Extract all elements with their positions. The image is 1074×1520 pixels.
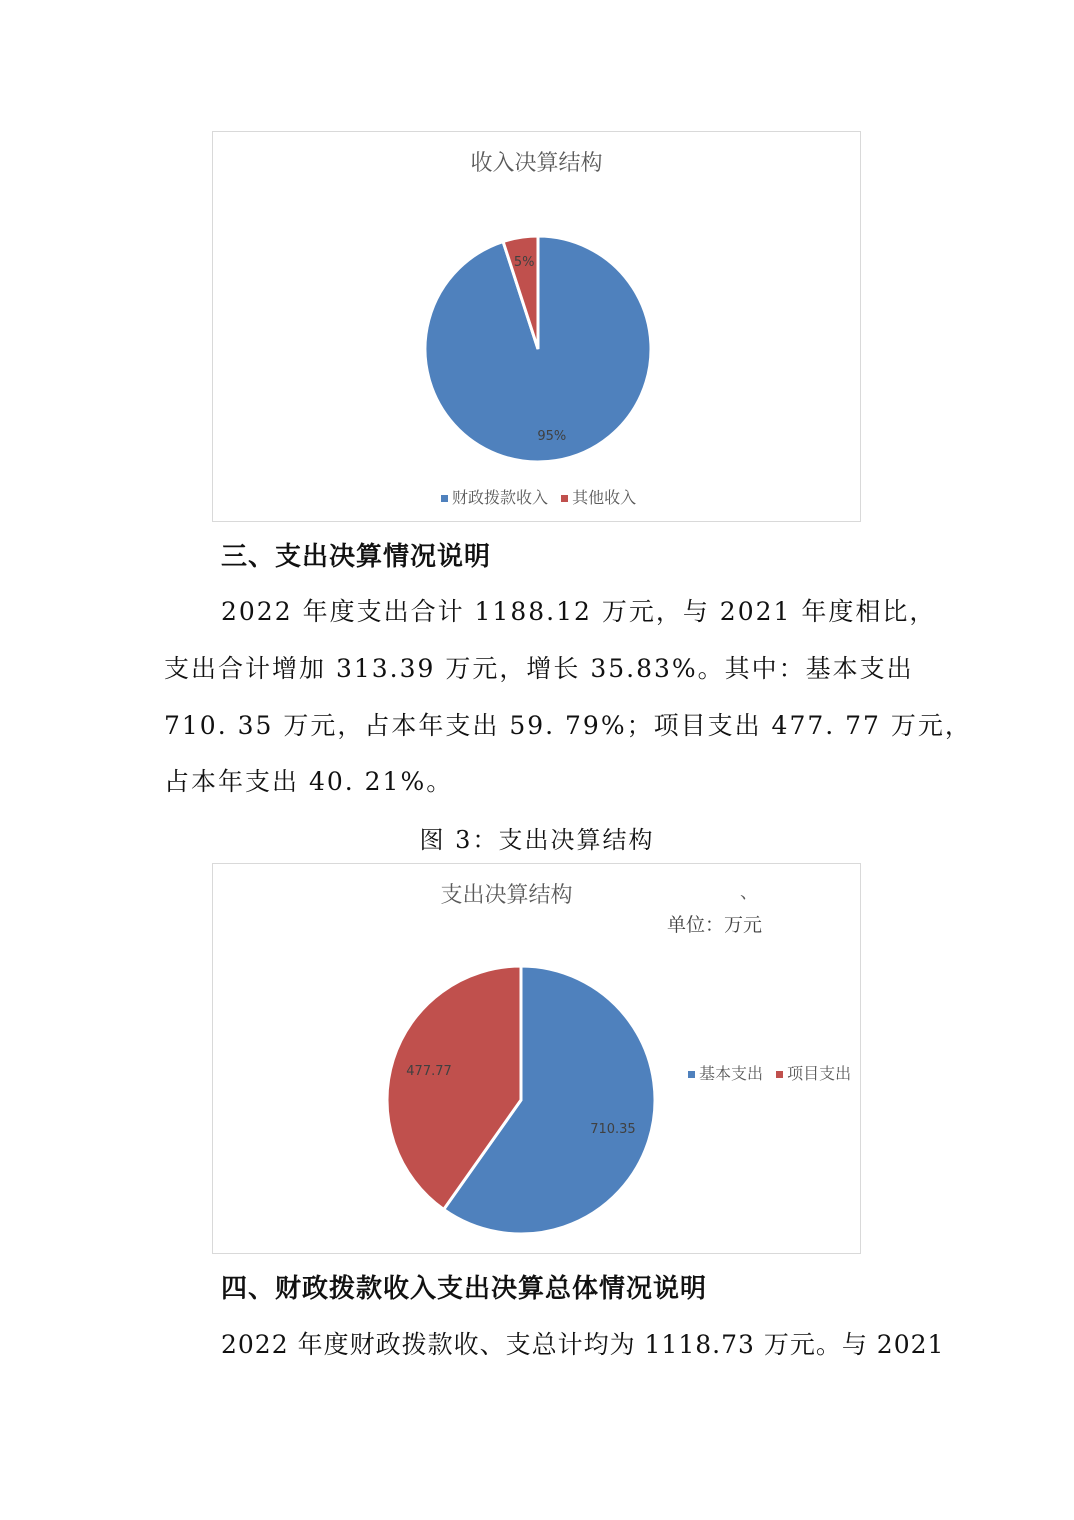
pie1-data-label-0: 95% <box>537 429 567 445</box>
expense-chart <box>212 863 861 1254</box>
section3-heading: 三、支出决算情况说明 <box>221 542 492 572</box>
legend-label-basic: 基本支出 <box>699 1064 764 1083</box>
section4-line-1: 2022 年度财政拨款收、支总计均为 1118.73 万元。与 2021 <box>221 1330 945 1359</box>
income-chart <box>212 131 861 522</box>
section3-line-2: 支出合计增加 313.39 万元，增长 35.83%。其中：基本支出 <box>164 654 914 683</box>
legend-label-other: 其他收入 <box>572 488 637 507</box>
expense-chart-legend <box>688 1061 859 1084</box>
legend-item-basic <box>688 1064 763 1083</box>
expense-chart-title: 支出决算结构 <box>440 883 573 908</box>
expense-pie <box>213 864 860 1253</box>
legend-swatch-project <box>776 1071 783 1078</box>
legend-item-project <box>776 1064 851 1083</box>
pie2-data-label-0: 710.35 <box>590 1122 636 1138</box>
section3-line-3: 710. 35 万元，占本年支出 59. 79%；项目支出 477. 77 万元， <box>164 711 972 740</box>
figure-caption: 图 3：支出决算结构 <box>419 826 655 854</box>
legend-swatch-basic <box>688 1071 695 1078</box>
income-pie <box>213 132 860 521</box>
legend-swatch-other <box>561 495 568 502</box>
section3-line-4: 占本年支出 40. 21%。 <box>164 767 454 796</box>
legend-label-project: 项目支出 <box>787 1064 852 1083</box>
section3-line-1: 2022 年度支出合计 1188.12 万元，与 2021 年度相比， <box>221 597 937 626</box>
section4-heading: 四、财政拨款收入支出决算总体情况说明 <box>221 1274 708 1304</box>
legend-label-fiscal: 财政拨款收入 <box>452 488 549 507</box>
income-chart-title: 收入决算结构 <box>470 151 603 176</box>
pie1-data-label-1: 5% <box>513 254 535 270</box>
unit-label: 单位：万元 <box>667 914 763 936</box>
pie2-data-label-1: 477.77 <box>406 1063 452 1079</box>
income-chart-legend <box>441 485 644 508</box>
legend-swatch-fiscal <box>441 495 448 502</box>
stray-mark: 、 <box>740 882 758 903</box>
legend-item-fiscal <box>441 488 548 507</box>
legend-item-other <box>561 488 636 507</box>
